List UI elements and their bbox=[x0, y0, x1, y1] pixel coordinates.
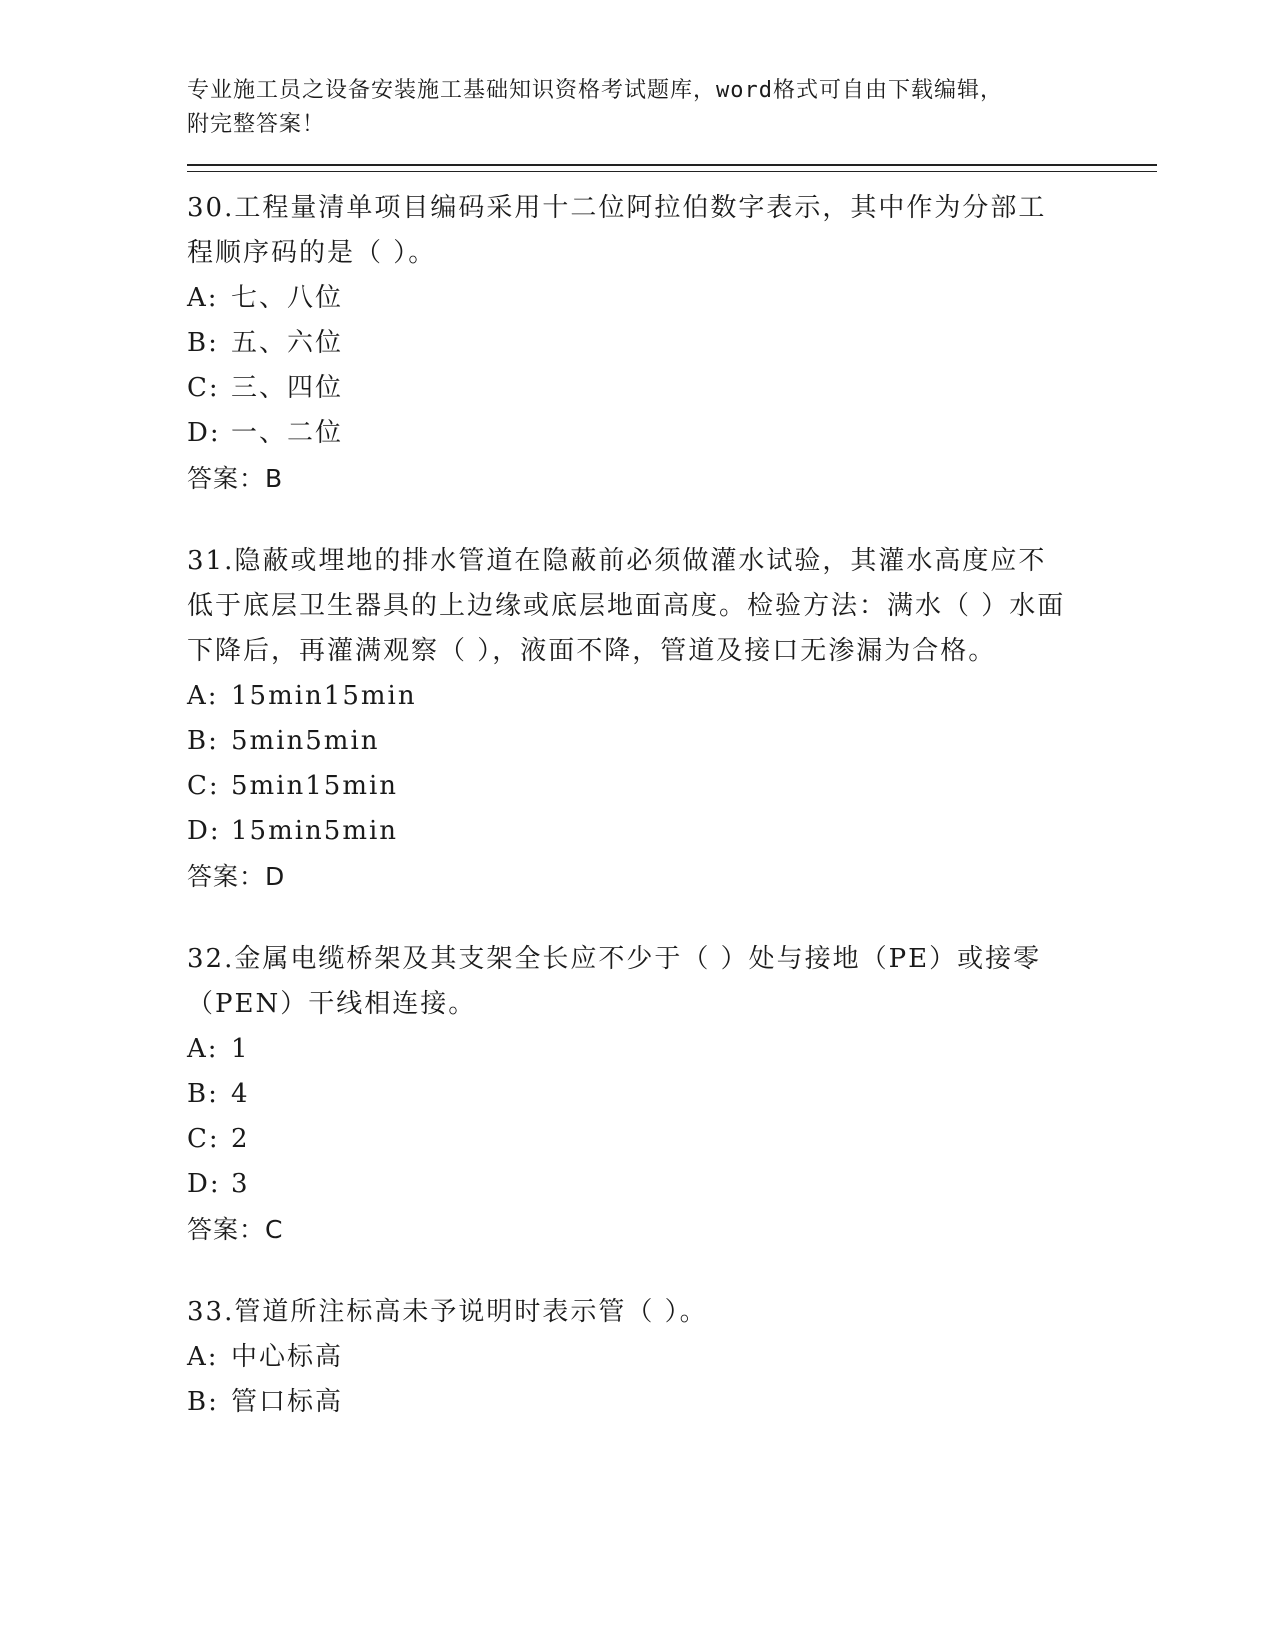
option-text: 5min15min bbox=[231, 771, 399, 801]
question-stem: 32.金属电缆桥架及其支架全长应不少于（ ）处与接地（PE）或接零（PEN）干线相连接。 bbox=[187, 944, 1042, 1019]
document-header bbox=[187, 74, 1057, 142]
option-text: 15min5min bbox=[231, 816, 399, 846]
option-b bbox=[187, 321, 1157, 366]
option-d bbox=[187, 411, 1157, 456]
option-c bbox=[187, 366, 1157, 411]
option-text: 七、八位 bbox=[231, 283, 344, 313]
answer-line: 答案：C bbox=[187, 1215, 284, 1244]
option-text: 5min5min bbox=[231, 726, 380, 756]
option-letter: D: bbox=[187, 1169, 221, 1199]
option-text: 15min15min bbox=[231, 681, 417, 711]
option-text: 五、六位 bbox=[231, 328, 344, 358]
option-b bbox=[187, 1380, 1157, 1425]
option-a bbox=[187, 674, 1157, 719]
question-stem: 31.隐蔽或埋地的排水管道在隐蔽前必须做灌水试验，其灌水高度应不低于底层卫生器具的上边缘或底层地面高度。检验方法：满水（ ）水面下降后，再灌满观察（ ），液面不降，管道及接口无渗漏为合格。 bbox=[187, 546, 1066, 666]
option-letter: B: bbox=[187, 726, 219, 756]
option-letter: C: bbox=[187, 373, 220, 403]
question-stem: 30.工程量清单项目编码采用十二位阿拉伯数字表示，其中作为分部工程顺序码的是（ ）。 bbox=[187, 193, 1047, 268]
option-text: 1 bbox=[231, 1034, 250, 1064]
option-letter: A: bbox=[187, 1034, 219, 1064]
option-letter: A: bbox=[187, 1342, 219, 1372]
option-a bbox=[187, 276, 1157, 321]
option-letter: B: bbox=[187, 1387, 219, 1417]
question-30 bbox=[187, 186, 1157, 501]
option-c bbox=[187, 1117, 1157, 1162]
header-line-1: 专业施工员之设备安装施工基础知识资格考试题库，word格式可自由下载编辑， bbox=[187, 78, 1003, 103]
option-text: 管口标高 bbox=[231, 1387, 344, 1417]
option-text: 4 bbox=[231, 1079, 250, 1109]
option-text: 一、二位 bbox=[231, 418, 344, 448]
option-letter: D: bbox=[187, 418, 221, 448]
option-text: 中心标高 bbox=[231, 1342, 344, 1372]
header-line-2: 附完整答案！ bbox=[187, 112, 326, 137]
question-31 bbox=[187, 539, 1157, 899]
option-letter: C: bbox=[187, 1124, 220, 1154]
option-a bbox=[187, 1027, 1157, 1072]
option-letter: A: bbox=[187, 283, 219, 313]
option-text: 三、四位 bbox=[231, 373, 344, 403]
option-d bbox=[187, 1162, 1157, 1207]
option-b bbox=[187, 719, 1157, 764]
answer-line: 答案：D bbox=[187, 862, 286, 891]
option-text: 2 bbox=[231, 1124, 250, 1154]
answer-line: 答案：B bbox=[187, 464, 284, 493]
option-letter: B: bbox=[187, 1079, 219, 1109]
question-32 bbox=[187, 937, 1157, 1252]
option-b bbox=[187, 1072, 1157, 1117]
option-text: 3 bbox=[231, 1169, 250, 1199]
option-letter: B: bbox=[187, 328, 219, 358]
option-letter: C: bbox=[187, 771, 220, 801]
option-c bbox=[187, 764, 1157, 809]
option-d bbox=[187, 809, 1157, 854]
question-stem: 33.管道所注标高未予说明时表示管（ ）。 bbox=[187, 1297, 708, 1327]
document-page bbox=[187, 74, 1157, 1463]
option-letter: D: bbox=[187, 816, 221, 846]
header-divider bbox=[187, 164, 1157, 172]
question-33 bbox=[187, 1290, 1157, 1425]
option-letter: A: bbox=[187, 681, 219, 711]
option-a bbox=[187, 1335, 1157, 1380]
question-list bbox=[187, 186, 1157, 1425]
